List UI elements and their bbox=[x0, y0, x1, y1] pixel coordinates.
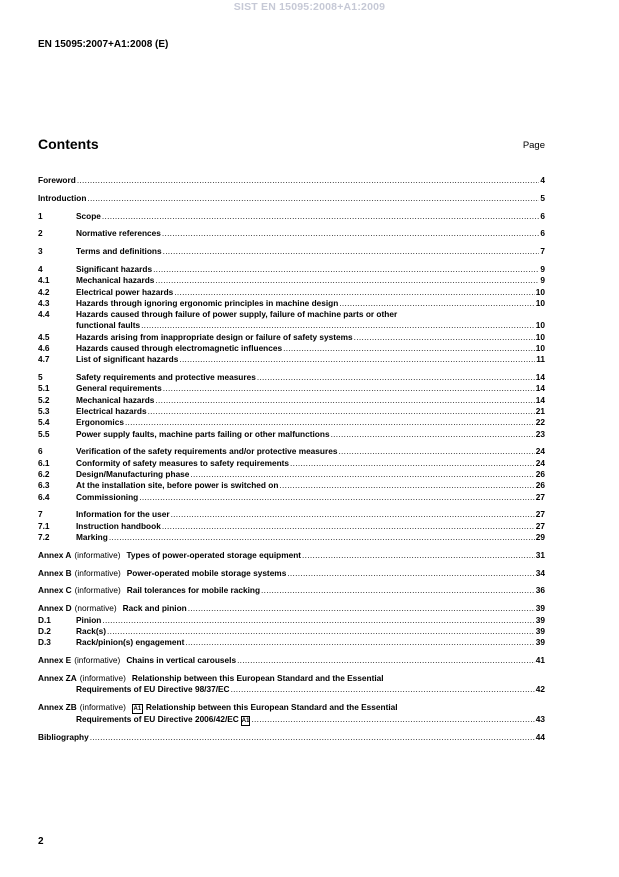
dot-leader bbox=[153, 264, 539, 275]
annex-kind: (informative) bbox=[79, 672, 126, 683]
toc-entry-page: 27 bbox=[535, 491, 545, 502]
toc-annex-entry[interactable] bbox=[38, 655, 545, 666]
dot-leader bbox=[171, 509, 535, 520]
page-column-label: Page bbox=[522, 140, 545, 151]
toc-entry-number: 4.1 bbox=[38, 275, 50, 286]
toc-entry-number: D.1 bbox=[38, 614, 51, 625]
toc-entry-title: Conformity of safety measures to safety requirements bbox=[76, 457, 290, 468]
toc-entry-title: List of significant hazards bbox=[76, 354, 179, 365]
toc-entry-number: 7.2 bbox=[38, 532, 50, 543]
toc-entry-number: 2 bbox=[38, 228, 43, 239]
toc-entry-title: Safety requirements and protective measures bbox=[76, 372, 256, 383]
toc-entry-page: 14 bbox=[535, 372, 545, 383]
table-of-contents bbox=[38, 175, 545, 744]
toc-entry-title: Commissioning bbox=[76, 491, 139, 502]
toc-entry-title: Hazards caused through electromagnetic influences bbox=[76, 343, 283, 354]
dot-leader bbox=[174, 287, 534, 298]
toc-entry-title: Power supply faults, machine parts failing or other malfunctions bbox=[76, 428, 330, 439]
toc-entry-title: Hazards caused through failure of power supply, failure of machine parts or other bbox=[76, 309, 398, 320]
toc-entry-page: 22 bbox=[535, 417, 545, 428]
dot-leader bbox=[163, 246, 540, 257]
toc-entry-number: 6.3 bbox=[38, 480, 50, 491]
dot-leader bbox=[155, 395, 534, 406]
toc-entry-title: Rack/pinion(s) engagement bbox=[76, 637, 185, 648]
toc-entry-number: 6 bbox=[38, 446, 43, 457]
toc-entry-page: 11 bbox=[536, 354, 545, 365]
toc-entry-title: Rack(s) bbox=[76, 625, 106, 636]
toc-entry-title: General requirements bbox=[76, 383, 162, 394]
toc-entry-title: Mechanical hazards bbox=[76, 275, 155, 286]
toc-entry-page: 36 bbox=[535, 585, 545, 596]
toc-entry-number: 4.7 bbox=[38, 354, 50, 365]
toc-entry-title: Terms and definitions bbox=[76, 246, 162, 257]
toc-entry-page: 10 bbox=[535, 331, 545, 342]
toc-entry-number: 1 bbox=[38, 210, 43, 221]
toc-entry-page: 14 bbox=[535, 383, 545, 394]
dot-leader bbox=[162, 228, 540, 239]
toc-entry[interactable] bbox=[38, 509, 545, 520]
toc-entry-number: 5.1 bbox=[38, 383, 50, 394]
toc-entry-page: 34 bbox=[535, 567, 545, 578]
document-id: EN 15095:2007+A1:2008 (E) bbox=[38, 39, 169, 50]
toc-entry-page: 5 bbox=[540, 192, 545, 203]
toc-entry-page: 9 bbox=[540, 275, 545, 286]
toc-entry[interactable] bbox=[38, 417, 545, 428]
toc-entry-title: Information for the user bbox=[76, 509, 170, 520]
toc-entry-page: 7 bbox=[540, 246, 545, 257]
toc-entry-page: 44 bbox=[535, 732, 545, 743]
annex-label: Annex ZB bbox=[38, 701, 77, 712]
toc-entry-page: 41 bbox=[535, 654, 545, 665]
toc-entry[interactable] bbox=[38, 429, 545, 440]
toc-entry-page: 21 bbox=[535, 406, 545, 417]
toc-entry-title: Hazards through ignoring ergonomic principles in machine design bbox=[76, 297, 339, 308]
toc-entry-number: 5.5 bbox=[38, 428, 50, 439]
toc-entry-number: 5.3 bbox=[38, 406, 50, 417]
dot-leader bbox=[354, 332, 535, 343]
toc-entry-page: 4 bbox=[540, 175, 545, 185]
dot-leader bbox=[107, 626, 535, 637]
toc-entry-page: 6 bbox=[540, 210, 545, 221]
toc-entry-number: D.2 bbox=[38, 625, 51, 636]
toc-entry-page: 29 bbox=[535, 532, 545, 543]
toc-entry-page: 39 bbox=[535, 637, 545, 648]
toc-entry-number: 4.6 bbox=[38, 343, 50, 354]
annex-kind: (informative) bbox=[74, 654, 121, 665]
toc-entry-page: 10 bbox=[535, 286, 545, 297]
toc-entry-title: Power-operated mobile storage systems bbox=[126, 567, 287, 578]
toc-entry-title: Pinion bbox=[76, 614, 102, 625]
toc-entry-page: 10 bbox=[535, 320, 545, 331]
dot-leader bbox=[302, 550, 535, 561]
toc-entry-page: 27 bbox=[535, 509, 545, 520]
dot-leader bbox=[283, 343, 535, 354]
toc-entry-number: 5.2 bbox=[38, 394, 50, 405]
toc-entry[interactable] bbox=[38, 521, 545, 532]
dot-leader bbox=[77, 175, 540, 186]
toc-entry-title: Electrical power hazards bbox=[76, 286, 174, 297]
toc-entry[interactable] bbox=[38, 637, 545, 648]
toc-entry-title: Instruction handbook bbox=[76, 520, 161, 531]
toc-entry-page: 39 bbox=[535, 603, 545, 614]
toc-entry[interactable] bbox=[38, 211, 545, 222]
toc-entry[interactable] bbox=[38, 264, 545, 275]
toc-entry[interactable] bbox=[38, 395, 545, 406]
toc-entry-title: Scope bbox=[76, 210, 101, 221]
toc-entry-number: 7 bbox=[38, 509, 43, 520]
toc-entry-page: 9 bbox=[540, 263, 545, 274]
annex-kind: (informative) bbox=[74, 567, 121, 578]
dot-leader bbox=[155, 275, 539, 286]
amendment-end-icon: A1 bbox=[241, 717, 250, 724]
toc-entry[interactable] bbox=[38, 332, 545, 343]
dot-leader bbox=[231, 684, 535, 695]
toc-entry-title: Verification of the safety requirements and/or protective measures bbox=[76, 446, 338, 457]
toc-entry[interactable] bbox=[38, 732, 545, 743]
toc-entry[interactable] bbox=[38, 298, 545, 309]
toc-entry-title: Significant hazards bbox=[76, 263, 153, 274]
toc-entry[interactable] bbox=[38, 246, 545, 257]
toc-entry[interactable] bbox=[38, 615, 545, 626]
toc-entry-number: 4.3 bbox=[38, 297, 50, 308]
toc-entry[interactable] bbox=[38, 532, 545, 543]
page-number: 2 bbox=[38, 836, 44, 847]
toc-entry-page: 26 bbox=[535, 469, 545, 480]
toc-entry[interactable] bbox=[38, 287, 545, 298]
toc-entry-page: 14 bbox=[535, 394, 545, 405]
dot-leader bbox=[338, 446, 534, 457]
toc-entry-number: 4.4 bbox=[38, 309, 50, 320]
toc-annex-entry[interactable] bbox=[38, 585, 545, 596]
dot-leader bbox=[90, 732, 535, 743]
toc-entry[interactable] bbox=[38, 275, 545, 286]
dot-leader bbox=[339, 298, 534, 309]
annex-label: Annex ZA bbox=[38, 672, 77, 683]
toc-entry-title: At the installation site, before power is switched on bbox=[76, 480, 279, 491]
dot-leader bbox=[141, 320, 535, 331]
toc-entry-page: 24 bbox=[535, 446, 545, 457]
toc-entry-page: 39 bbox=[535, 625, 545, 636]
toc-entry-page: 42 bbox=[535, 683, 545, 694]
toc-entry-number: D.3 bbox=[38, 637, 51, 648]
toc-entry-number: 7.1 bbox=[38, 520, 50, 531]
toc-annex-entry[interactable] bbox=[38, 603, 545, 614]
annex-label: Annex A bbox=[38, 549, 72, 560]
toc-entry-page: 31 bbox=[535, 549, 545, 560]
toc-entry-title: Design/Manufacturing phase bbox=[76, 469, 190, 480]
dot-leader bbox=[163, 383, 535, 394]
toc-entry-title: Relationship between this European Standard and the Essential bbox=[131, 672, 384, 683]
toc-entry[interactable] bbox=[38, 492, 545, 503]
toc-entry[interactable] bbox=[38, 343, 545, 354]
toc-entry-page: 27 bbox=[535, 520, 545, 531]
annex-kind: (normative) bbox=[74, 603, 117, 614]
toc-entry-page: 24 bbox=[535, 457, 545, 468]
toc-entry-page: 6 bbox=[540, 228, 545, 239]
toc-entry-title: Electrical hazards bbox=[76, 406, 147, 417]
annex-label: Annex D bbox=[38, 603, 72, 614]
dot-leader bbox=[179, 354, 535, 365]
dot-leader bbox=[102, 615, 534, 626]
toc-entry[interactable] bbox=[38, 228, 545, 239]
toc-entry[interactable] bbox=[38, 372, 545, 383]
dot-leader bbox=[162, 521, 535, 532]
dot-leader bbox=[185, 637, 534, 648]
toc-entry-title: Bibliography bbox=[38, 732, 89, 743]
toc-entry-page: 43 bbox=[535, 713, 545, 724]
toc-entry-title-continued: Requirements of EU Directive 98/37/EC bbox=[76, 683, 230, 694]
annex-kind: (informative) bbox=[74, 585, 121, 596]
toc-entry-number: 4 bbox=[38, 263, 43, 274]
toc-annex-entry[interactable] bbox=[38, 702, 545, 726]
toc-entry[interactable] bbox=[38, 406, 545, 417]
annex-kind: (informative) bbox=[74, 549, 121, 560]
toc-annex-entry[interactable] bbox=[38, 673, 545, 696]
toc-entry-title: Normative references bbox=[76, 228, 161, 239]
annex-kind: (informative) bbox=[79, 701, 126, 712]
toc-entry-number: 5.4 bbox=[38, 417, 50, 428]
dot-leader bbox=[190, 469, 534, 480]
amendment-start-icon: A1 bbox=[133, 705, 142, 712]
toc-entry-title: Rail tolerances for mobile racking bbox=[126, 585, 261, 596]
toc-entry-title: Relationship between this European Standard and the Essential bbox=[145, 701, 398, 712]
dot-leader bbox=[251, 714, 534, 725]
dot-leader bbox=[261, 585, 535, 596]
toc-entry-number: 6.4 bbox=[38, 491, 50, 502]
toc-entry-title: Foreword bbox=[38, 175, 76, 185]
toc-entry-number: 3 bbox=[38, 246, 43, 257]
contents-title: Contents bbox=[38, 136, 99, 152]
dot-leader bbox=[109, 532, 535, 543]
toc-entry-title: Mechanical hazards bbox=[76, 394, 155, 405]
toc-entry-page: 23 bbox=[535, 428, 545, 439]
toc-entry-title: Introduction bbox=[38, 192, 87, 203]
toc-entry[interactable] bbox=[38, 193, 545, 204]
toc-entry[interactable] bbox=[38, 175, 545, 186]
dot-leader bbox=[87, 193, 539, 204]
toc-entry-title: Chains in vertical carousels bbox=[126, 654, 237, 665]
toc-entry-title: Hazards arising from inappropriate design or failure of safety systems bbox=[76, 331, 353, 342]
toc-entry-title: Types of power-operated storage equipment bbox=[126, 549, 302, 560]
dot-leader bbox=[290, 458, 535, 469]
toc-entry-page: 26 bbox=[535, 480, 545, 491]
dot-leader bbox=[102, 211, 539, 222]
toc-entry[interactable] bbox=[38, 309, 545, 332]
toc-entry-title-continued: functional faults bbox=[76, 320, 141, 331]
dot-leader bbox=[257, 372, 535, 383]
toc-entry-number: 4.5 bbox=[38, 331, 50, 342]
toc-entry[interactable] bbox=[38, 354, 545, 365]
toc-entry-title: Rack and pinion bbox=[122, 603, 187, 614]
toc-entry[interactable] bbox=[38, 446, 545, 457]
toc-entry-number: 5 bbox=[38, 372, 43, 383]
toc-entry-page: 10 bbox=[535, 343, 545, 354]
toc-annex-entry[interactable] bbox=[38, 568, 545, 579]
toc-annex-entry[interactable] bbox=[38, 550, 545, 561]
toc-entry-number: 4.2 bbox=[38, 286, 50, 297]
toc-entry-number: 6.2 bbox=[38, 469, 50, 480]
toc-entry-page: 39 bbox=[535, 614, 545, 625]
dot-leader bbox=[287, 568, 534, 579]
toc-entry-title: Marking bbox=[76, 532, 108, 543]
toc-entry-title-continued: Requirements of EU Directive 2006/42/EC bbox=[76, 713, 239, 724]
annex-label: Annex B bbox=[38, 567, 72, 578]
dot-leader bbox=[188, 603, 535, 614]
toc-entry-page: 10 bbox=[535, 297, 545, 308]
dot-leader bbox=[237, 655, 535, 666]
annex-label: Annex C bbox=[38, 585, 72, 596]
dot-leader bbox=[279, 480, 534, 491]
dot-leader bbox=[148, 406, 535, 417]
toc-entry[interactable] bbox=[38, 469, 545, 480]
toc-entry-number: 6.1 bbox=[38, 457, 50, 468]
watermark: SIST EN 15095:2008+A1:2009 bbox=[233, 1, 386, 13]
annex-label: Annex E bbox=[38, 654, 72, 665]
toc-entry[interactable] bbox=[38, 480, 545, 491]
dot-leader bbox=[125, 417, 535, 428]
toc-entry-title: Ergonomics bbox=[76, 417, 124, 428]
toc-entry[interactable] bbox=[38, 458, 545, 469]
toc-entry[interactable] bbox=[38, 383, 545, 394]
toc-entry[interactable] bbox=[38, 626, 545, 637]
dot-leader bbox=[331, 429, 535, 440]
dot-leader bbox=[139, 492, 535, 503]
